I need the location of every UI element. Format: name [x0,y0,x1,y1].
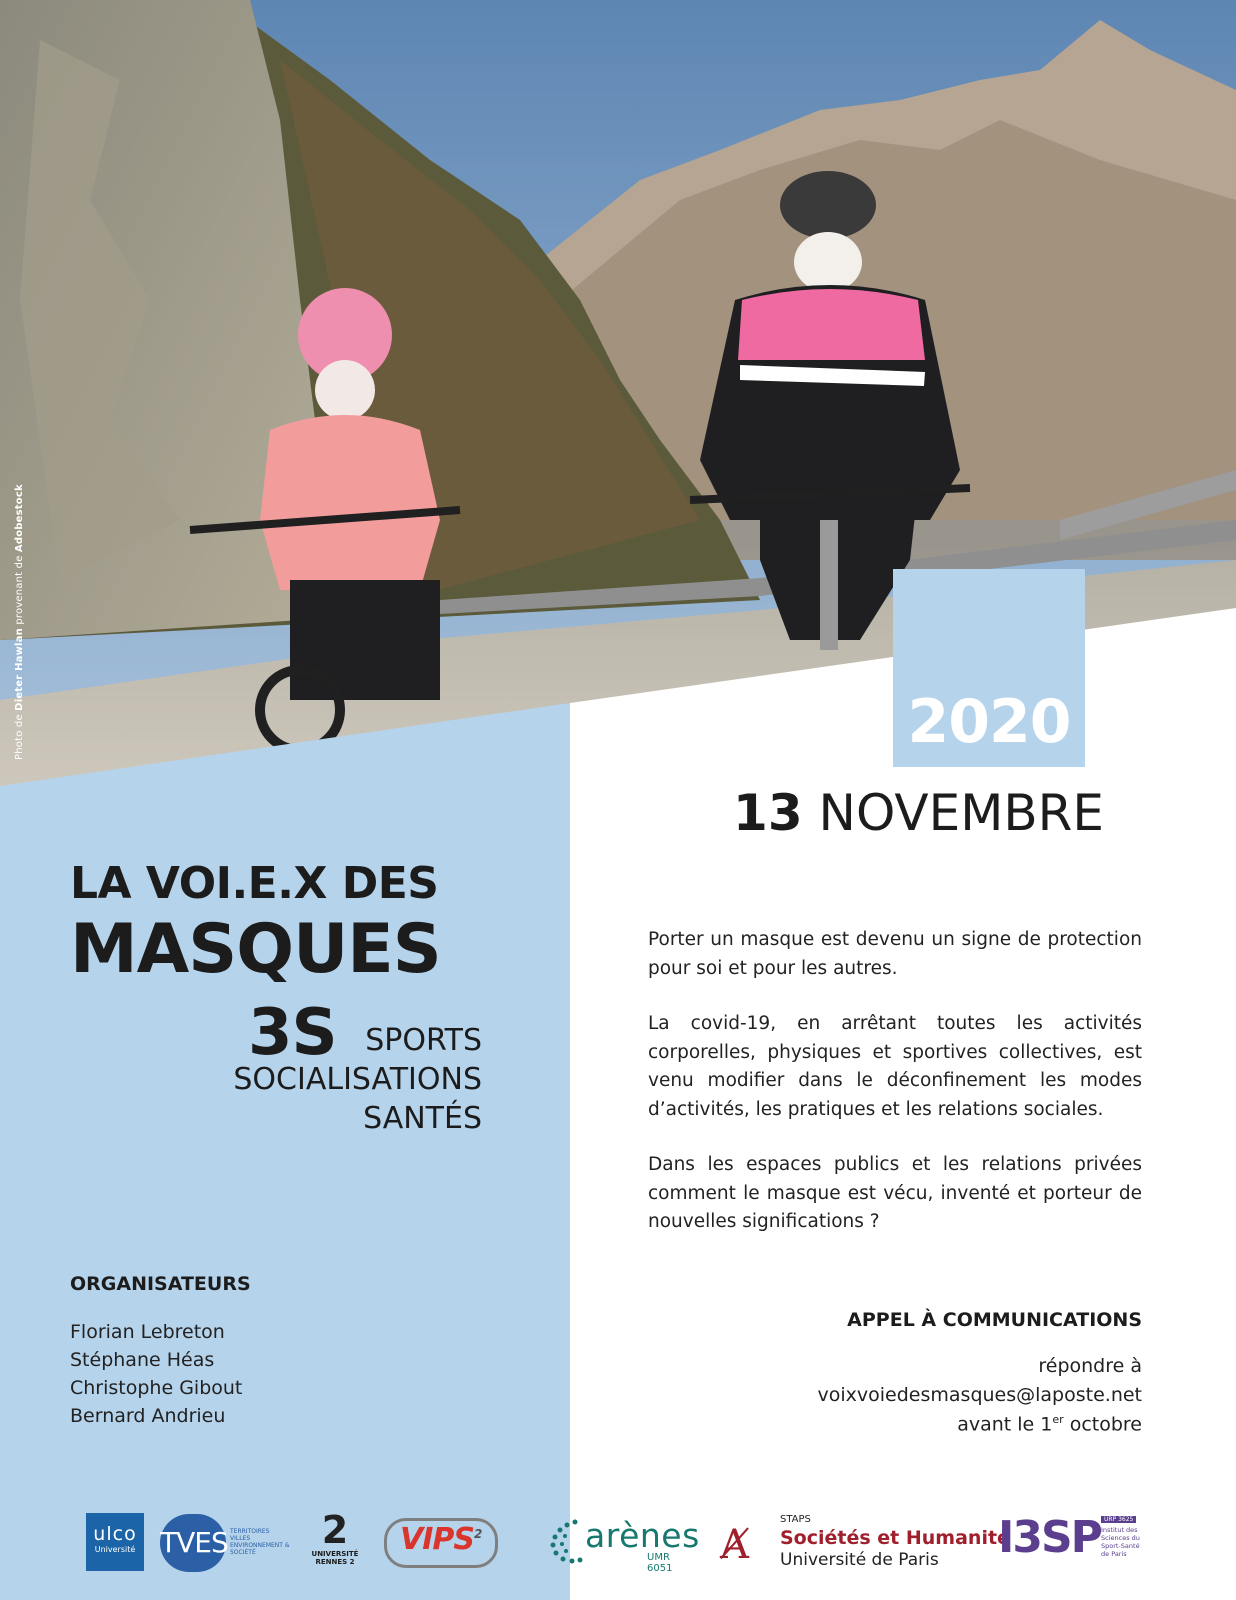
subtitle-sports: SPORTS [365,1023,482,1058]
call-reply-label: répondre à [1038,1355,1142,1377]
staps-logo: Ⱥ STAPS Sociétés et Humanité Université de Paris [720,1514,1010,1570]
organiser-name: Bernard Andrieu [70,1405,226,1427]
title-line-2: MASQUES [70,910,441,989]
call-heading: APPEL À COMMUNICATIONS [847,1309,1142,1331]
photo-credit: Photo de Dieter Hawlan provenant de Adobestock [14,484,25,760]
partner-logos [0,1500,1236,1590]
eiffel-icon: Ⱥ [720,1522,749,1568]
event-year: 2020 [907,687,1071,757]
organiser-name: Christophe Gibout [70,1377,243,1399]
vips-logo: VIPS$^2$ [380,1514,520,1566]
intro-paragraph-1: Porter un masque est devenu un signe de protection pour soi et pour les autres. [648,929,1142,979]
call-deadline: avant le 1er octobre [957,1413,1142,1436]
event-month: NOVEMBRE [818,784,1104,842]
organiser-name: Stéphane Héas [70,1349,215,1371]
ulco-logo: ulco Université [86,1513,144,1571]
call-email-link[interactable]: voixvoiedesmasques@laposte.net [817,1384,1142,1406]
intro-paragraph-3: Dans les espaces publics et les relations privées comment le masque est vécu, inventé et porteur de nouvelles significations ? [648,1154,1142,1232]
i3sp-logo: I3SP URP 3625 Institut des Sciences du Sport-Santé de Paris [998,1512,1140,1563]
event-date [560,784,1104,842]
title-line-1: LA VOI.E.X DES [70,858,439,909]
subtitle-santes: SANTÉS [363,1101,482,1136]
title-line-3: 3S [248,996,337,1070]
arenes-dots-icon [545,1516,585,1564]
organisers-list [70,1318,242,1430]
arenes-logo: arènes UMR 6051 [545,1516,695,1566]
blue-panel [0,703,570,1600]
year-box [893,569,1085,767]
organiser-name: Florian Lebreton [70,1321,225,1343]
tves-logo: TVES TERRITOIRES VILLES ENVIRONNEMENT & SOCIÉTÉ [160,1514,288,1572]
organisers-heading: ORGANISATEURS [70,1273,251,1295]
intro-paragraph-2: La covid-19, en arrêtant toutes les activités corporelles, physiques et sportives collectives, est venu modifier dans le déconfinement les modes d’activités, les pratiques et les relations sociales. [648,1013,1142,1120]
subtitle-socialisations: SOCIALISATIONS [233,1062,482,1097]
event-day: 13 [733,784,803,842]
rennes2-logo: 2 UNIVERSITÉ RENNES 2 [311,1508,359,1566]
